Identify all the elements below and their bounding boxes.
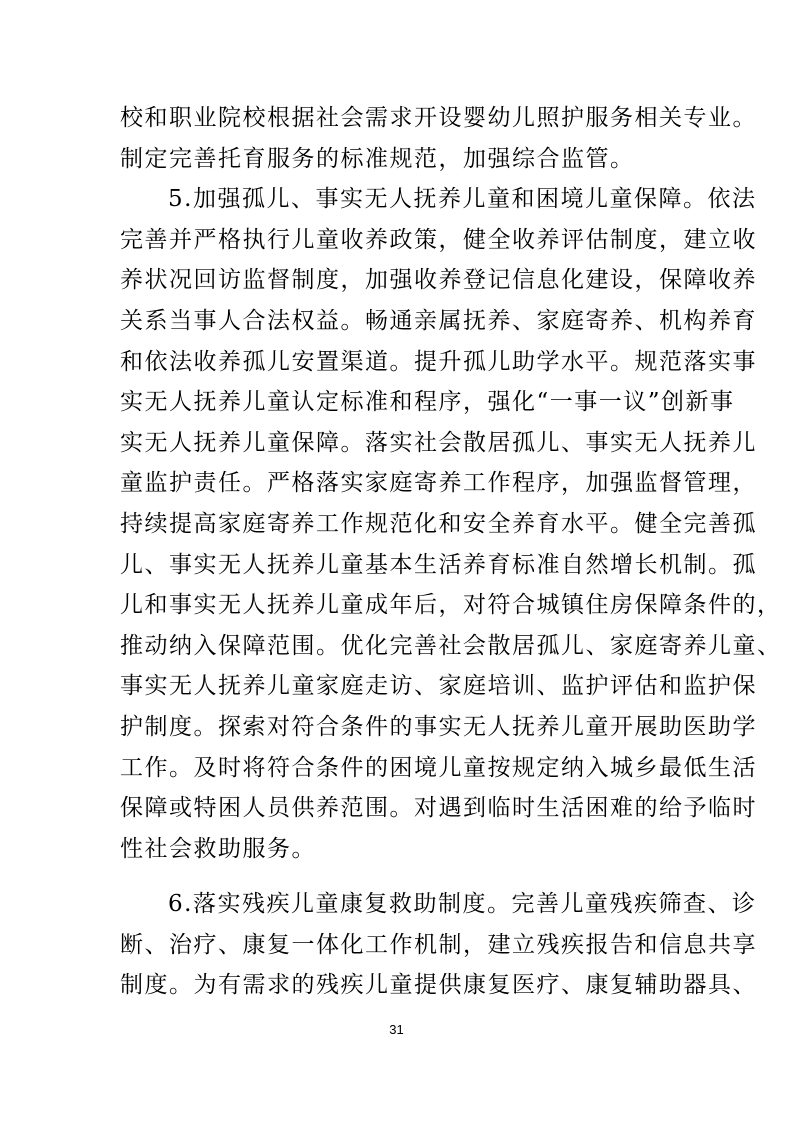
text-line: 和依法收养孤儿安置渠道。提升孤儿助学水平。规范落实事	[120, 348, 757, 375]
text-line: 性社会救助服务。	[120, 835, 316, 862]
text-line: 实无人抚养儿童保障。落实社会散居孤儿、事实无人抚养儿	[120, 429, 757, 456]
text-line: 制定完善托育服务的标准规范，加强综合监管。	[120, 145, 635, 172]
text-line: 护制度。探索对符合条件的事实无人抚养儿童开展助医助学	[120, 713, 757, 740]
page-number: 31	[389, 1022, 404, 1037]
text-line: 养状况回访监督制度，加强收养登记信息化建设，保障收养	[120, 267, 757, 294]
paragraph-spacer	[120, 869, 685, 884]
paragraph-5	[120, 179, 782, 869]
paragraph-6	[120, 884, 757, 1006]
text-line: 持续提高家庭寄养工作规范化和安全养育水平。健全完善孤	[120, 510, 757, 537]
text-line: 关系当事人合法权益。畅通亲属抚养、家庭寄养、机构养育	[120, 307, 757, 334]
document-body	[120, 98, 782, 1006]
text-line: 断、治疗、康复一体化工作机制，建立残疾报告和信息共享	[120, 931, 757, 958]
text-line: 制度。为有需求的残疾儿童提供康复医疗、康复辅助器具、	[120, 972, 757, 999]
text-line: 儿和事实无人抚养儿童成年后，对符合城镇住房保障条件的，	[120, 592, 782, 619]
text-line: 5.加强孤儿、事实无人抚养儿童和困境儿童保障。依法	[168, 186, 757, 213]
text-line: 完善并严格执行儿童收养政策，健全收养评估制度，建立收	[120, 226, 757, 253]
text-line: 工作。及时将符合条件的困境儿童按规定纳入城乡最低生活	[120, 754, 757, 781]
text-line: 推动纳入保障范围。优化完善社会散居孤儿、家庭寄养儿童、	[120, 632, 782, 659]
paragraph-continuation	[120, 98, 757, 179]
text-line: 保障或特困人员供养范围。对遇到临时生活困难的给予临时	[120, 795, 757, 822]
text-line: 校和职业院校根据社会需求开设婴幼儿照护服务相关专业。	[120, 105, 757, 131]
text-line: 童监护责任。严格落实家庭寄养工作程序，加强监督管理，	[120, 470, 757, 497]
text-line: 事实无人抚养儿童家庭走访、家庭培训、监护评估和监护保	[120, 673, 757, 700]
text-line: 6.落实残疾儿童康复救助制度。完善儿童残疾筛查、诊	[168, 891, 757, 918]
text-line: 实无人抚养儿童认定标准和程序，强化“一事一议”创新事	[120, 389, 735, 416]
text-line: 儿、事实无人抚养儿童基本生活养育标准自然增长机制。孤	[120, 551, 757, 578]
